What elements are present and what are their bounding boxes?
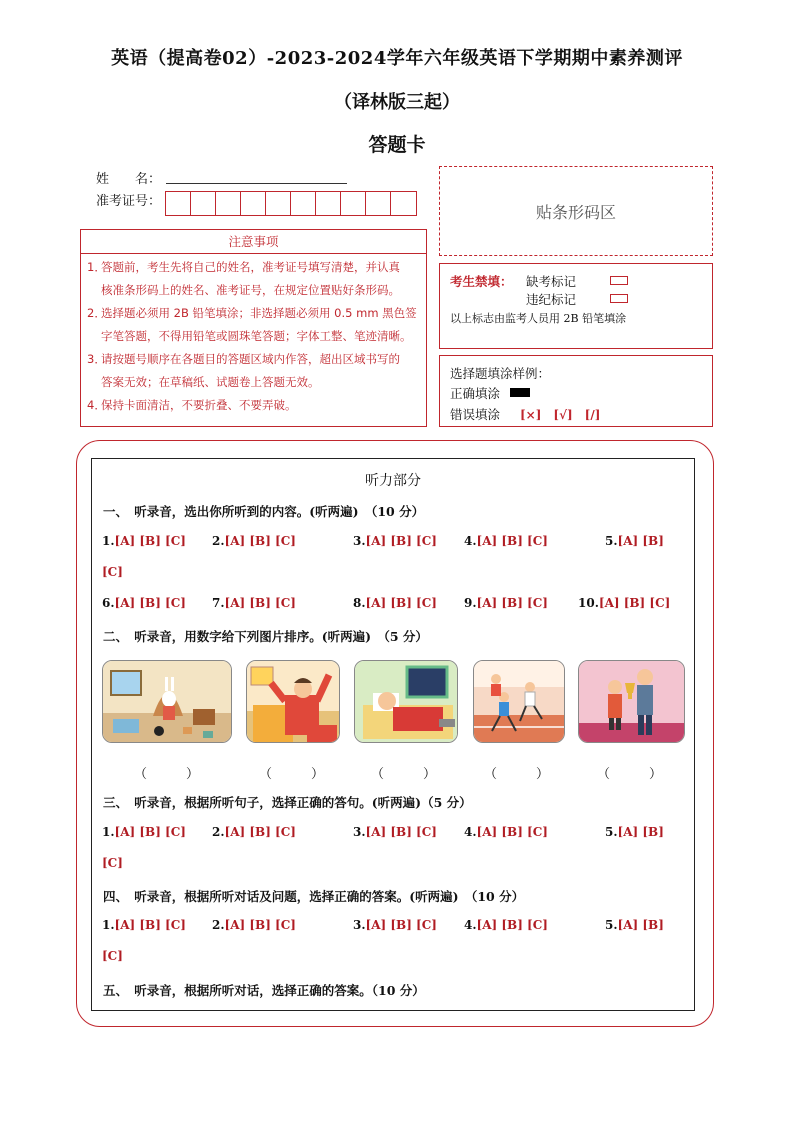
violate-mark[interactable] [610, 294, 628, 303]
id-number-boxes[interactable] [165, 191, 417, 216]
order-blank-5[interactable]: （ ） [597, 767, 663, 782]
barcode-area [439, 166, 713, 256]
order-blank-1[interactable]: （ ） [134, 767, 200, 782]
picture-waking-up [246, 660, 340, 743]
absent-label: 缺考标记 [526, 274, 577, 289]
order-blank-3[interactable]: （ ） [371, 767, 437, 782]
order-blank-4[interactable]: （ ） [484, 767, 550, 782]
notice-item-1: 1．答题前，考生先将自己的姓名，准考证号填写清楚，并认真 核准条形码上的姓名、准考证号，在规定位置贴好条形码。 [87, 260, 400, 297]
q10-options[interactable]: 10.[A] [B] [C] [578, 596, 671, 610]
page-title: 英语（提高卷02）-2023-2024学年六年级英语下学期期中素养测评 [111, 48, 683, 69]
s3-q5-options[interactable]: 5.[A] [B] [605, 825, 664, 839]
sample-title: 选择题填涂样例： [450, 366, 551, 381]
page-subtitle: （译林版三起） [334, 92, 460, 113]
s3-q3-options[interactable]: 3.[A] [B] [C] [353, 825, 437, 839]
wrong-marks: [×] [√] [/] [520, 408, 601, 422]
name-label: 姓 名： [96, 172, 162, 187]
section-3-heading: 三、 听录音，根据所听句子，选择正确的答句。(听两遍)（5 分） [103, 795, 472, 810]
listening-title: 听力部分 [365, 473, 421, 489]
q8-options[interactable]: 8.[A] [B] [C] [353, 596, 437, 610]
s4-q1-options[interactable]: 1.[A] [B] [C] [102, 918, 186, 932]
q7-options[interactable]: 7.[A] [B] [C] [212, 596, 296, 610]
q5-options[interactable]: 5.[A] [B] [605, 534, 664, 548]
q1-options[interactable]: 1.[A] [B] [C] [102, 534, 186, 548]
s4-q4-options[interactable]: 4.[A] [B] [C] [464, 918, 548, 932]
prohibit-label: 考生禁填： [450, 274, 513, 289]
picture-running-race [473, 660, 565, 743]
notice-item-3: 3．请按题号顺序在各题目的答题区域内作答，超出区域书写的 答案无效；在草稿纸、试题卷上答题无效。 [87, 352, 400, 389]
correct-label: 正确填涂 [450, 386, 501, 401]
correct-fill-sample [510, 388, 530, 397]
s3-q1-options[interactable]: 1.[A] [B] [C] [102, 825, 186, 839]
name-field[interactable] [166, 183, 347, 184]
picture-award-ceremony [578, 660, 685, 743]
picture-messy-room [102, 660, 232, 743]
notice-item-2: 2．选择题必须用 2B 铅笔填涂；非选择题必须用 0.5 mm 黑色签 字笔答题，不得用铅笔或圆珠笔答题；字体工整、笔迹清晰。 [87, 306, 417, 343]
s4-q5-options[interactable]: 5.[A] [B] [605, 918, 664, 932]
s4-q3-options[interactable]: 3.[A] [B] [C] [353, 918, 437, 932]
answer-card-title: 答题卡 [368, 134, 426, 156]
s3-q2-options[interactable]: 2.[A] [B] [C] [212, 825, 296, 839]
notice-item-4: 4．保持卡面清洁，不要折叠、不要弄破。 [87, 398, 297, 412]
section-2-heading: 二、 听录音，用数字给下列图片排序。(听两遍) （5 分） [103, 629, 428, 644]
s4-q5-options-wrap[interactable]: [C] [102, 949, 123, 963]
notice-title: 注意事项 [81, 230, 426, 254]
q9-options[interactable]: 9.[A] [B] [C] [464, 596, 548, 610]
section-4-heading: 四、 听录音，根据所听对话及问题，选择正确的答案。(听两遍) （10 分） [103, 889, 525, 904]
s4-q2-options[interactable]: 2.[A] [B] [C] [212, 918, 296, 932]
absent-mark[interactable] [610, 276, 628, 285]
section-1-heading: 一、 听录音，选出你所听到的内容。(听两遍) （10 分） [103, 504, 425, 519]
s3-q4-options[interactable]: 4.[A] [B] [C] [464, 825, 548, 839]
q3-options[interactable]: 3.[A] [B] [C] [353, 534, 437, 548]
q5-options-wrap[interactable]: [C] [102, 565, 123, 579]
wrong-label: 错误填涂 [450, 407, 501, 422]
q4-options[interactable]: 4.[A] [B] [C] [464, 534, 548, 548]
q2-options[interactable]: 2.[A] [B] [C] [212, 534, 296, 548]
violate-label: 违纪标记 [526, 292, 577, 307]
order-blank-2[interactable]: （ ） [259, 767, 325, 782]
q6-options[interactable]: 6.[A] [B] [C] [102, 596, 186, 610]
picture-sleeping-boy [354, 660, 458, 743]
section-5-heading: 五、 听录音，根据所听对话，选择正确的答案。（10 分） [103, 983, 425, 998]
prohibit-box [439, 263, 713, 349]
barcode-area-label: 贴条形码区 [535, 202, 616, 222]
prohibit-note: 以上标志由监考人员用 2B 铅笔填涂 [450, 312, 627, 325]
sample-box [439, 355, 713, 427]
s3-q5-options-wrap[interactable]: [C] [102, 856, 123, 870]
notice-box [80, 229, 427, 427]
id-label: 准考证号： [96, 194, 162, 209]
